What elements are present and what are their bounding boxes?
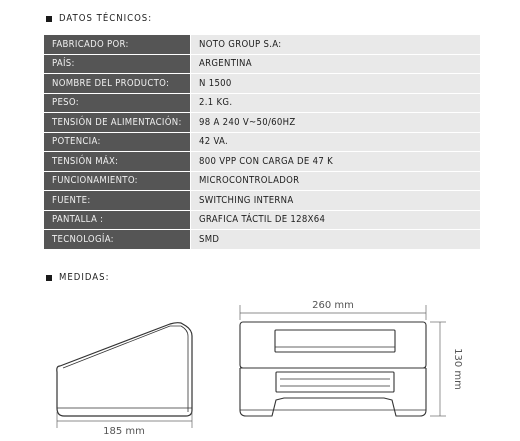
spec-label: FUNCIONAMIENTO: — [44, 172, 191, 191]
spec-value: 98 A 240 V~50/60HZ — [191, 113, 480, 132]
spec-label: TENSIÓN MÁX: — [44, 152, 191, 171]
width-label: 260 mm — [312, 300, 354, 311]
specs-title-text: DATOS TÉCNICOS: — [59, 13, 153, 24]
depth-label: 185 mm — [103, 426, 145, 437]
spec-value: 42 VA. — [191, 133, 480, 152]
spec-value: NOTO GROUP S.A: — [191, 35, 480, 54]
spec-value: MICROCONTROLADOR — [191, 172, 480, 191]
spec-label: PANTALLA : — [44, 211, 191, 230]
spec-label: TENSIÓN DE ALIMENTACIÓN: — [44, 113, 191, 132]
spec-value: N 1500 — [191, 74, 480, 93]
side-view-inner-line — [63, 326, 188, 412]
height-label: 130 mm — [452, 348, 463, 390]
front-view-drawing — [240, 322, 426, 416]
spec-value: SWITCHING INTERNA — [191, 191, 480, 210]
spec-label: PAÍS: — [44, 55, 191, 74]
front-view-top-panel — [240, 322, 426, 368]
spec-value: 800 VPP CON CARGA DE 47 K — [191, 152, 480, 171]
spec-value: GRAFICA TÁCTIL DE 128X64 — [191, 211, 480, 230]
front-view-display-window — [275, 330, 395, 352]
spec-label: NOMBRE DEL PRODUCTO: — [44, 74, 191, 93]
spec-value: 2.1 KG. — [191, 94, 480, 113]
front-view-connector-slot — [276, 372, 394, 392]
spec-label: PESO: — [44, 94, 191, 113]
spec-label: TECNOLOGÍA: — [44, 230, 191, 249]
spec-label: FABRICADO POR: — [44, 35, 191, 54]
spec-label: POTENCIA: — [44, 133, 191, 152]
height-dimension — [430, 322, 446, 416]
spec-label: FUENTE: — [44, 191, 191, 210]
spec-value: ARGENTINA — [191, 55, 480, 74]
side-view-outline — [57, 323, 192, 416]
medidas-title-text: MEDIDAS: — [59, 272, 110, 283]
spec-value: SMD — [191, 230, 480, 249]
side-view-drawing — [57, 323, 192, 416]
